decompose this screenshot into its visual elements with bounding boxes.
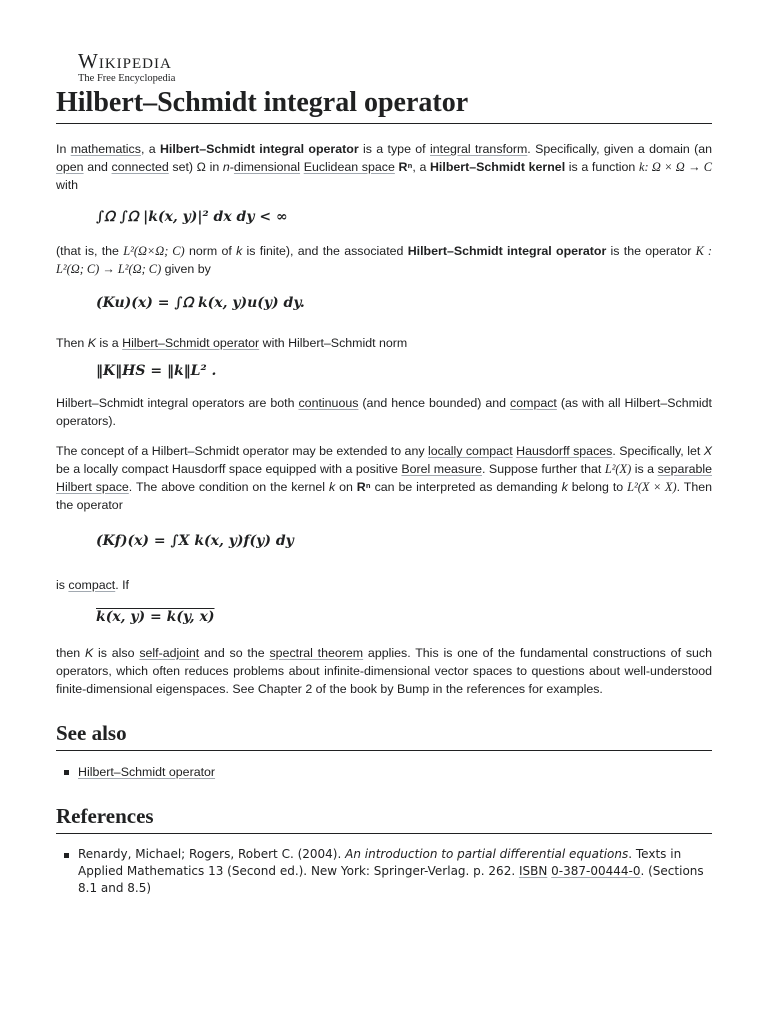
text: is the operator [606,244,696,258]
math-k: k [236,244,243,258]
paragraph-5 [56,442,712,514]
intro-paragraph [56,140,712,194]
text: . Specifically, let [612,444,704,458]
math-rn: Rⁿ [356,480,371,494]
see-also-list [56,763,712,781]
text: is a type of [358,142,430,156]
text: on [335,480,357,494]
paragraph-7 [56,644,712,698]
list-item [78,763,712,781]
math-K: K [87,336,96,350]
text: . Texts in Applied Mathematics 13 (Second ed.). New York: Springer-Verlag. p. 262. [78,847,682,878]
link-euclidean-space[interactable]: Euclidean space [303,160,395,174]
section-heading-see-also: See also [56,720,712,751]
page-title: Hilbert–Schmidt integral operator [56,86,712,124]
link-hausdorff-spaces[interactable]: Hausdorff spaces [516,444,613,458]
link-compact[interactable]: compact [510,396,557,410]
bold-term: Hilbert–Schmidt kernel [429,160,566,174]
link-hilbert-schmidt-operator[interactable]: Hilbert–Schmidt operator [78,765,216,779]
text: and so the [199,646,270,660]
paragraph-3 [56,334,712,352]
math-k: k [561,480,568,494]
math-operator: K : L²(Ω; C) → L²(Ω; C) [56,244,712,276]
paragraph-4 [56,394,712,430]
article-body [56,140,712,897]
reference-title: An introduction to partial differential equations [345,847,629,861]
math-function: k: Ω × Ω → C [638,160,713,174]
text: given by [161,262,211,276]
math-rn: Rⁿ [398,160,413,174]
text: be a locally compact Hausdorff space equipped with a positive [56,462,402,476]
math-n: n [222,160,230,174]
text: , a [140,142,160,156]
link-compact[interactable]: compact [68,578,116,592]
link-hilbert-schmidt-operator[interactable]: Hilbert–Schmidt operator [122,336,260,350]
equation-symmetric [56,608,712,626]
text: Then [56,336,88,350]
text: . Specifically, given a domain (an [527,142,713,156]
text: with [56,178,79,192]
wikipedia-logo[interactable] [78,50,175,84]
references-list [56,846,712,897]
text: (and hence bounded) and [358,396,511,410]
text: (as with all Hilbert–Schmidt operators). [56,396,712,428]
text: - [229,160,234,174]
text: Renardy, Michael; Rogers, Robert C. (2004). [78,847,346,861]
bold-term: Hilbert–Schmidt integral operator [407,244,607,258]
text: . Suppose further that [482,462,605,476]
link-connected[interactable]: connected [111,160,169,174]
equation-operator-x: (Kf)(x) = ∫X k(x, y)f(y) dy [96,533,294,549]
equation-symmetric-text: k(x, y) = k(y, x) [96,609,215,625]
link-mathematics[interactable]: mathematics [70,142,141,156]
link-dimensional[interactable]: dimensional [233,160,301,174]
math-l2xx: L²(X × X) [627,480,677,494]
text: , a [412,160,430,174]
text: is finite), and the associated [242,244,408,258]
link-locally-compact[interactable]: locally compact [427,444,513,458]
link-borel-measure[interactable]: Borel measure [401,462,482,476]
link-hilbert-space[interactable]: Hilbert space [56,480,129,494]
text: is also [93,646,140,660]
math-X: X [703,444,712,458]
text: is a function [565,160,639,174]
text: can be interpreted as demanding [370,480,562,494]
text: (that is, the [56,244,124,258]
link-spectral-theorem[interactable]: spectral theorem [269,646,364,660]
bold-term: Hilbert–Schmidt integral operator [159,142,359,156]
text: set) Ω in [168,160,223,174]
text: is a [631,462,658,476]
link-isbn[interactable]: ISBN [518,864,548,878]
text: applies. This is one of the fundamental constructions of such operators, which often reduces problems about infinite-dimensional vector spaces to questions about well-understood finite-dimensional eigenspaces. See Chapter 2 of the book by Bump in the references for examples. [56,646,712,696]
equation-hs-norm: ‖K‖HS = ‖k‖L² . [96,363,217,379]
text: and [83,160,112,174]
link-open[interactable]: open [56,160,84,174]
text: with Hilbert–Schmidt norm [259,336,408,350]
link-continuous[interactable]: continuous [298,396,359,410]
math-K: K [84,646,94,660]
link-self-adjoint[interactable]: self-adjoint [139,646,200,660]
link-integral-transform[interactable]: integral transform [429,142,528,156]
link-separable[interactable]: separable [657,462,712,476]
text: norm of [184,244,237,258]
paragraph-2 [56,242,712,278]
text: Hilbert–Schmidt integral operators are both [56,396,299,410]
math-l2: L²(Ω×Ω; C) [123,244,185,258]
link-isbn-number[interactable]: 0-387-00444-0 [551,864,641,878]
text: then [56,646,85,660]
logo-tagline: The Free Encyclopedia [78,73,176,84]
text: . If [115,578,130,592]
equation-operator: (Ku)(x) = ∫ᘯ k(x, y)u(y) dy. [96,295,305,311]
text: The concept of a Hilbert–Schmidt operator may be extended to any [56,444,428,458]
text: . Then the operator [56,480,712,512]
paragraph-6 [56,576,712,594]
math-k: k [328,480,336,494]
logo-wordmark: Wikipedia [78,49,172,73]
text: belong to [567,480,628,494]
text: is [56,578,69,592]
section-heading-references: References [56,803,712,834]
math-l2x: L²(X) [604,462,632,476]
reference-item [78,846,712,897]
text: . (Sections 8.1 and 8.5) [78,864,704,895]
text: is a [95,336,123,350]
text: In [56,142,71,156]
text: . The above condition on the kernel [128,480,329,494]
equation-kernel-condition: ∫ᘯ ∫ᘯ |k(x, y)|² dx dy < ∞ [96,209,288,225]
